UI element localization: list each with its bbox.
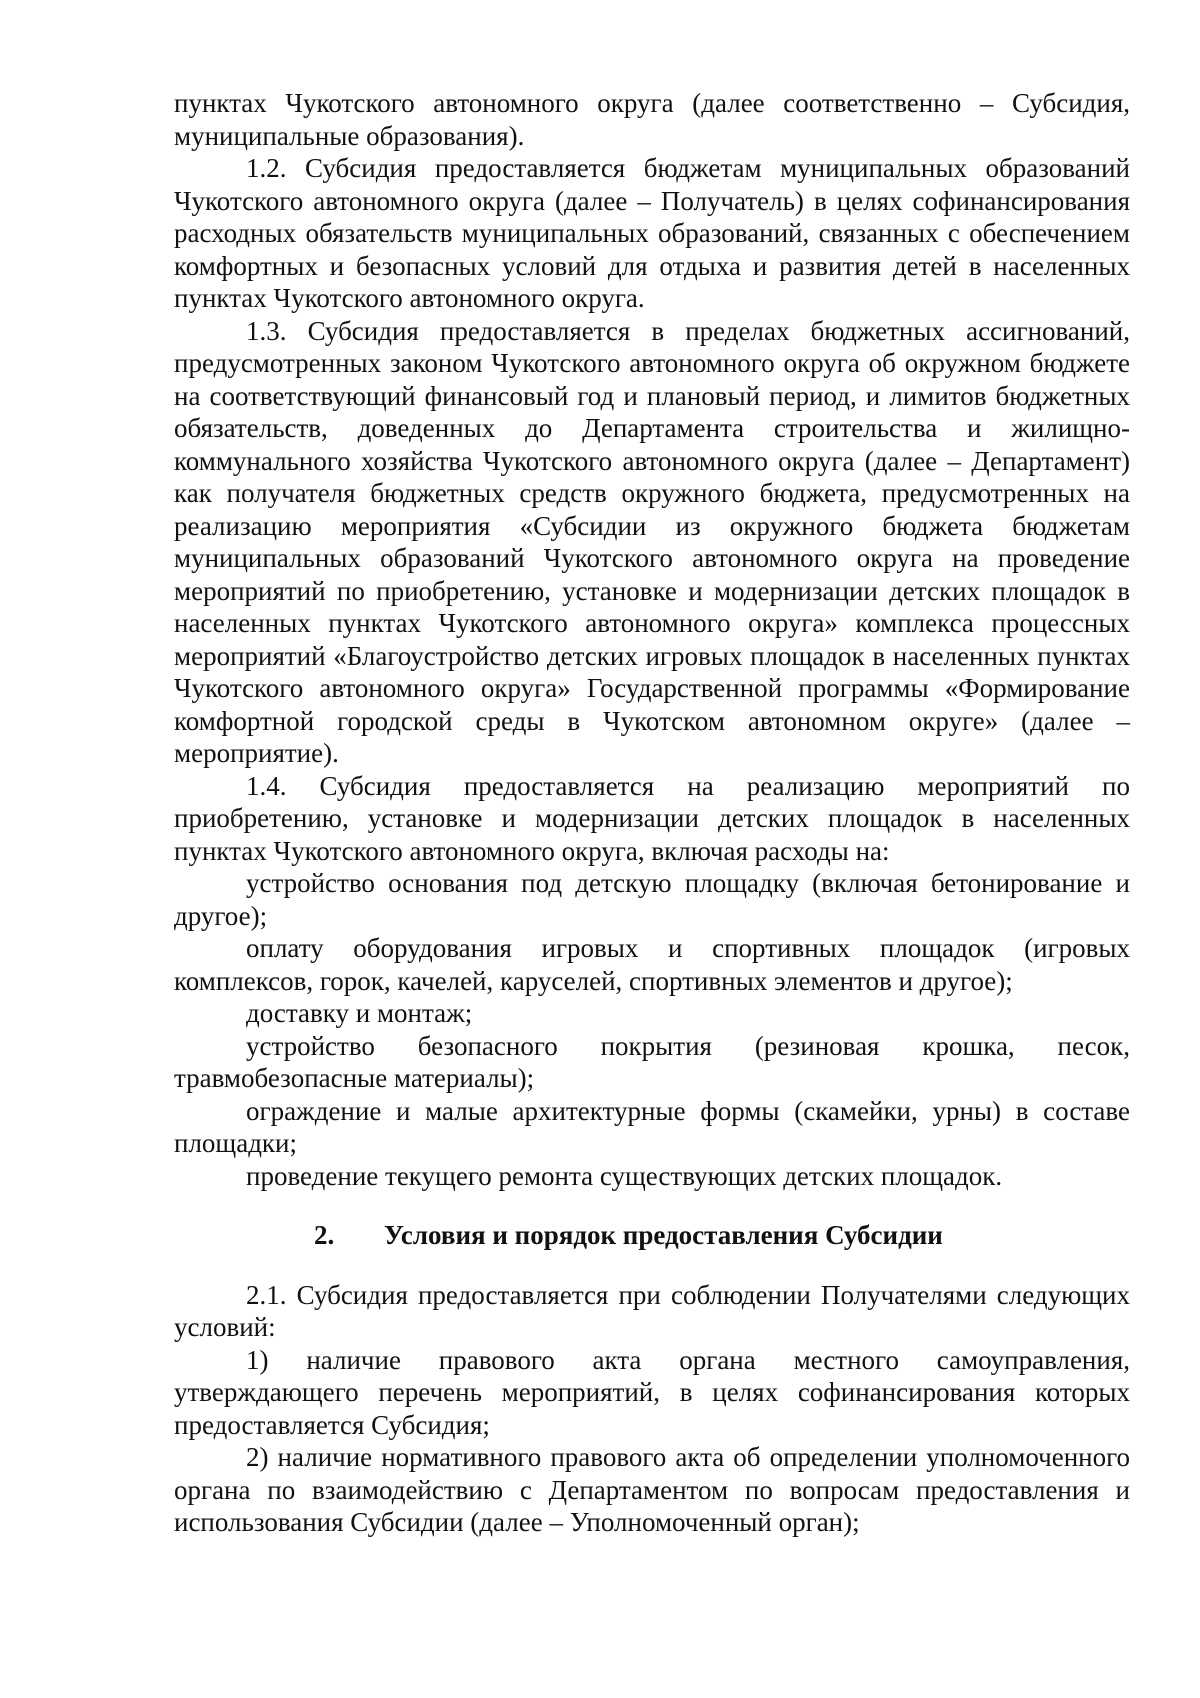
expense-item-equipment: оплату оборудования игровых и спортивных площадок (игровых комплексов, горок, качелей, каруселей, спортивных элементов и другое); <box>174 933 1130 996</box>
paragraph-1-4: 1.4. Субсидия предоставляется на реализацию мероприятий по приобретению, установке и модернизации детских площадок в населенных пунктах Чукотского автономного округа, включая расходы на: <box>174 770 1130 866</box>
paragraph-1-2: 1.2. Субсидия предоставляется бюджетам муниципальных образований Чукотского автономного округа (далее – Получатель) в целях софинансирования расходных обязательств муниципальных образований, связанных с обеспечением комфортных и безопасных условий для отдыха и развития детей в населенных пунктах Чукотского автономного округа. <box>174 153 1130 313</box>
expense-item-fencing: ограждение и малые архитектурные формы (скамейки, урны) в составе площадки; <box>174 1095 1130 1158</box>
section-title: Условия и порядок предоставления Субсидии <box>384 1220 943 1250</box>
section-number: 2. <box>314 1220 335 1250</box>
paragraph-1-3: 1.3. Субсидия предоставляется в пределах бюджетных ассигнований, предусмотренных законом Чукотского автономного округа об окружном бюджете на соответствующий финансовый год и плановый период, и лимитов бюджетных обязательств, доведенных до Департамента строительства и жилищно-коммунального хозяйства Чукотского автономного округа (далее – Департамент) как получателя бюджетных средств окружного бюджета, предусмотренных на реализацию мероприятия «Субсидии из окружного бюджета бюджетам муниципальных образований Чукотского автономного округа на проведение мероприятий по приобретению, установке и модернизации детских площадок в населенных пунктах Чукотского автономного округа» комплекса процессных мероприятий «Благоустройство детских игровых площадок в населенных пунктах Чукотского автономного округа» Государственной программы «Формирование комфортной городской среды в Чукотском автономном округе» (далее – мероприятие). <box>174 315 1130 768</box>
condition-item-2: 2) наличие нормативного правового акта об определении уполномоченного органа по взаимодействию с Департаментом по вопросам предоставления и использования Субсидии (далее – Уполномоченный орган); <box>174 1442 1130 1537</box>
paragraph-continuation: пунктах Чукотского автономного округа (далее соответственно – Субсидия, муниципальные образования). <box>174 88 1130 151</box>
expense-item-repair: проведение текущего ремонта существующих детских площадок. <box>246 1160 1003 1191</box>
document-body <box>174 87 1130 1539</box>
expense-item-surface: устройство безопасного покрытия (резиновая крошка, песок, травмобезопасные материалы); <box>174 1030 1130 1093</box>
expense-item-foundation: устройство основания под детскую площадку (включая бетонирование и другое); <box>174 868 1130 931</box>
expense-item-delivery: доставку и монтаж; <box>246 998 473 1028</box>
condition-item-1: 1) наличие правового акта органа местного самоуправления, утверждающего перечень мероприятий, в целях софинансирования которых предоставляется Субсидия; <box>174 1344 1130 1440</box>
section-heading <box>174 1219 1130 1252</box>
paragraph-2-1: 2.1. Субсидия предоставляется при соблюдении Получателями следующих условий: <box>174 1279 1130 1342</box>
